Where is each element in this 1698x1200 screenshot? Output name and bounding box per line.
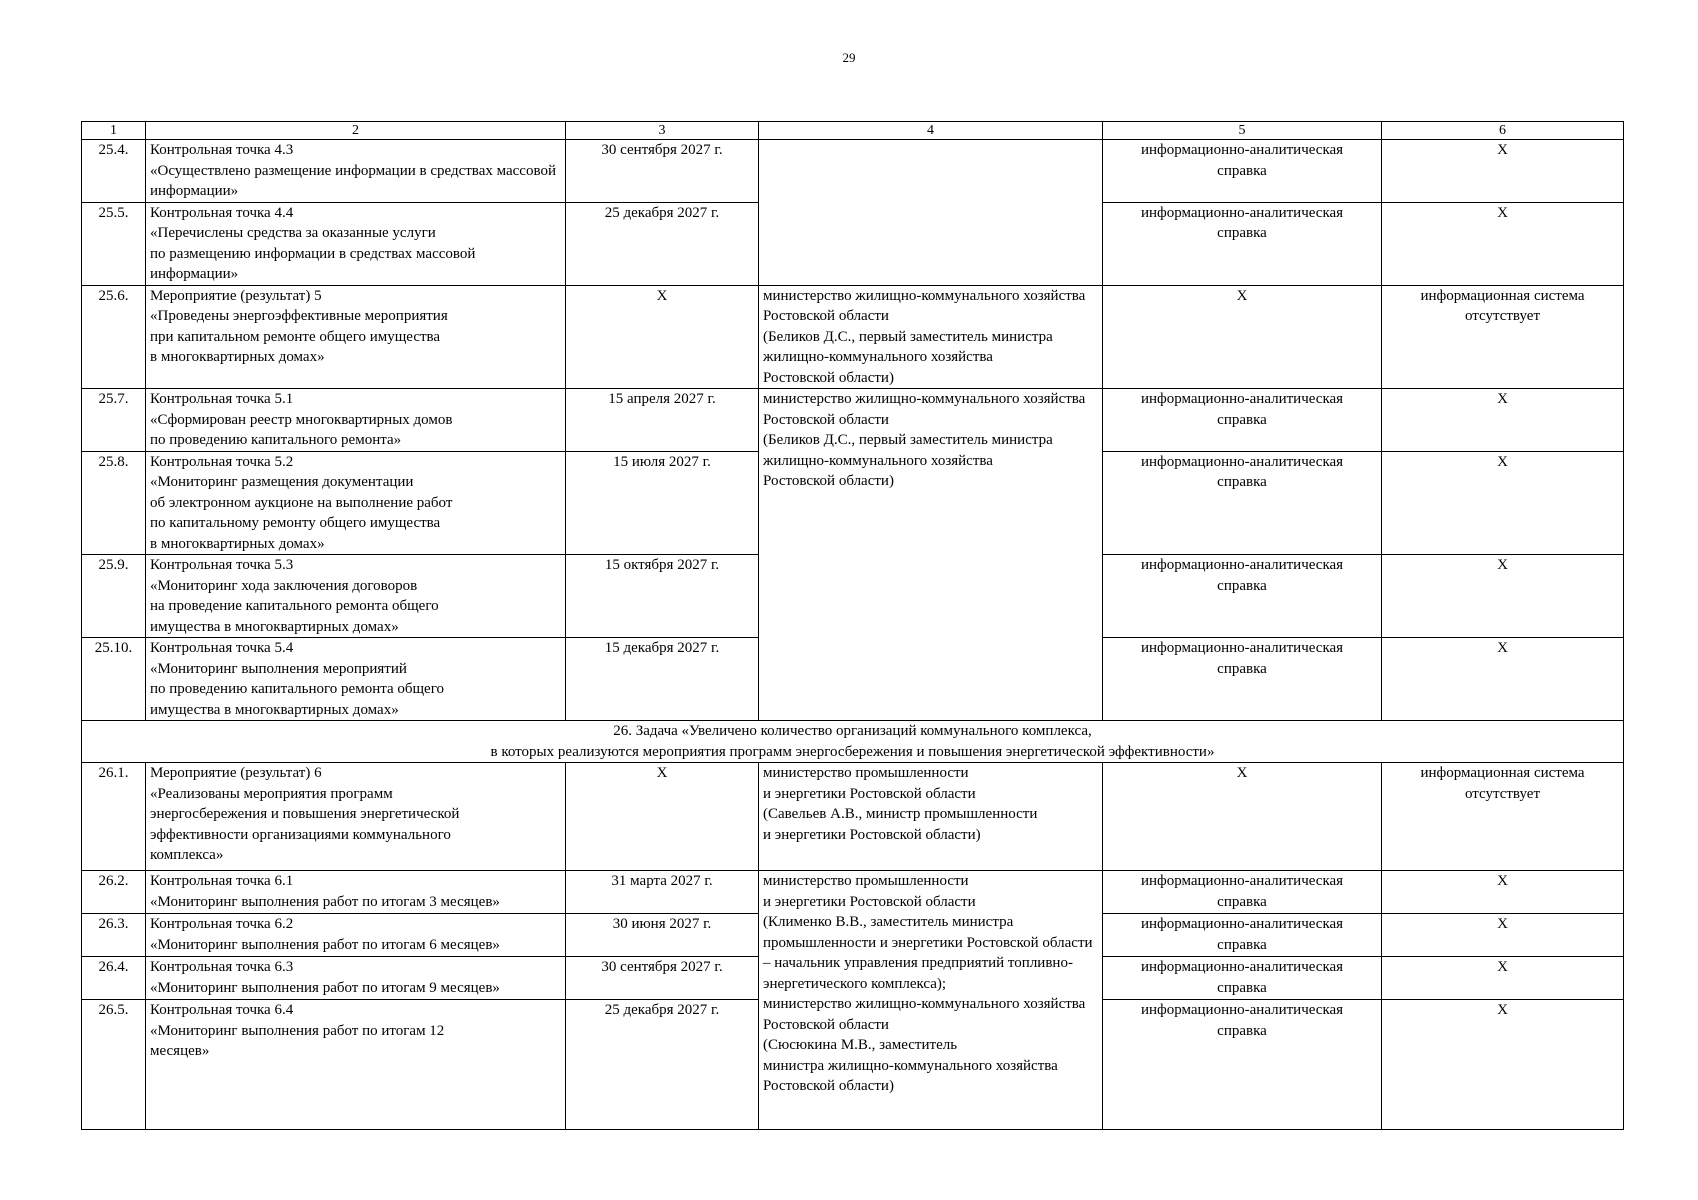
- row-title: Контрольная точка 6.4 «Мониторинг выполнения работ по итогам 12 месяцев»: [146, 1000, 566, 1130]
- row-document: Х: [1103, 285, 1382, 389]
- row-number: 26.5.: [82, 1000, 146, 1130]
- row-date: 30 сентября 2027 г.: [566, 140, 759, 203]
- row-title: Контрольная точка 4.4 «Перечислены средства за оказанные услуги по размещению информации в средствах массовой информации»: [146, 202, 566, 285]
- row-title: Контрольная точка 5.2 «Мониторинг размещения документации об электронном аукционе на выполнение работ по капитальному ремонту общего имущества в многоквартирных домах»: [146, 451, 566, 555]
- row-number: 25.4.: [82, 140, 146, 203]
- row-number: 25.7.: [82, 389, 146, 452]
- header-col-4: 4: [759, 122, 1103, 140]
- row-document: информационно-аналитическая справка: [1103, 914, 1382, 957]
- row-system: Х: [1382, 451, 1624, 555]
- task-heading-row: [82, 721, 1624, 763]
- row-document: информационно-аналитическая справка: [1103, 638, 1382, 721]
- row-date: 15 июля 2027 г.: [566, 451, 759, 555]
- row-title: Мероприятие (результат) 5 «Проведены энергоэффективные мероприятия при капитальном ремонте общего имущества в многоквартирных домах»: [146, 285, 566, 389]
- header-col-2: 2: [146, 122, 566, 140]
- row-number: 26.3.: [82, 914, 146, 957]
- header-col-3: 3: [566, 122, 759, 140]
- row-number: 25.9.: [82, 555, 146, 638]
- row-number: 26.1.: [82, 763, 146, 871]
- row-system: Х: [1382, 202, 1624, 285]
- row-number: 25.8.: [82, 451, 146, 555]
- row-title: Контрольная точка 6.1 «Мониторинг выполнения работ по итогам 3 месяцев»: [146, 871, 566, 914]
- row-document: информационно-аналитическая справка: [1103, 202, 1382, 285]
- row-title: Контрольная точка 6.2 «Мониторинг выполнения работ по итогам 6 месяцев»: [146, 914, 566, 957]
- row-system: Х: [1382, 638, 1624, 721]
- row-date: Х: [566, 763, 759, 871]
- row-title: Контрольная точка 6.3 «Мониторинг выполнения работ по итогам 9 месяцев»: [146, 957, 566, 1000]
- table-row: [82, 763, 1624, 871]
- row-system: информационная система отсутствует: [1382, 285, 1624, 389]
- row-system: Х: [1382, 871, 1624, 914]
- task-26-heading: 26. Задача «Увеличено количество организаций коммунального комплекса, в которых реализуются мероприятия программ энергосбережения и повышения энергетической эффективности»: [82, 721, 1624, 763]
- page-number: 29: [842, 50, 856, 65]
- row-number: 25.10.: [82, 638, 146, 721]
- row-number: 26.2.: [82, 871, 146, 914]
- row-system: информационная система отсутствует: [1382, 763, 1624, 871]
- row-number: 26.4.: [82, 957, 146, 1000]
- row-document: Х: [1103, 763, 1382, 871]
- row-system: Х: [1382, 957, 1624, 1000]
- row-title: Мероприятие (результат) 6 «Реализованы мероприятия программ энергосбережения и повышения энергетической эффективности организациями коммунального комплекса»: [146, 763, 566, 871]
- row-date: Х: [566, 285, 759, 389]
- header-col-6: 6: [1382, 122, 1624, 140]
- row-system: Х: [1382, 1000, 1624, 1130]
- row-document: информационно-аналитическая справка: [1103, 957, 1382, 1000]
- table-row: [82, 389, 1624, 452]
- table-row: [82, 140, 1624, 203]
- row-number: 25.6.: [82, 285, 146, 389]
- row-number: 25.5.: [82, 202, 146, 285]
- table-row: [82, 871, 1624, 914]
- row-date: 30 июня 2027 г.: [566, 914, 759, 957]
- row-system: Х: [1382, 914, 1624, 957]
- row-date: 25 декабря 2027 г.: [566, 202, 759, 285]
- row-document: информационно-аналитическая справка: [1103, 389, 1382, 452]
- row-document: информационно-аналитическая справка: [1103, 555, 1382, 638]
- row-title: Контрольная точка 5.4 «Мониторинг выполнения мероприятий по проведению капитального ремонта общего имущества в многоквартирных домах»: [146, 638, 566, 721]
- row-document: информационно-аналитическая справка: [1103, 1000, 1382, 1130]
- table-row: [82, 285, 1624, 389]
- row-document: информационно-аналитическая справка: [1103, 871, 1382, 914]
- row-responsible-merged: министерство жилищно-коммунального хозяйства Ростовской области (Беликов Д.С., первый заместитель министра жилищно-коммунального хозяйства Ростовской области): [759, 389, 1103, 721]
- row-date: 31 марта 2027 г.: [566, 871, 759, 914]
- row-date: 15 апреля 2027 г.: [566, 389, 759, 452]
- row-responsible-merged: министерство промышленности и энергетики Ростовской области (Клименко В.В., заместитель министра промышленности и энергетики Ростовской области – начальник управления предприятий топливно-энергетического комплекса); министерство жилищно-коммунального хозяйства Ростовской области (Сюсюкина М.В., заместитель министра жилищно-коммунального хозяйства Ростовской области): [759, 871, 1103, 1130]
- header-col-1: 1: [82, 122, 146, 140]
- row-title: Контрольная точка 5.1 «Сформирован реестр многоквартирных домов по проведению капитального ремонта»: [146, 389, 566, 452]
- row-title: Контрольная точка 4.3 «Осуществлено размещение информации в средствах массовой информации»: [146, 140, 566, 203]
- row-document: информационно-аналитическая справка: [1103, 140, 1382, 203]
- row-date: 25 декабря 2027 г.: [566, 1000, 759, 1130]
- row-document: информационно-аналитическая справка: [1103, 451, 1382, 555]
- row-system: Х: [1382, 389, 1624, 452]
- plan-table: [81, 121, 1624, 1130]
- row-title: Контрольная точка 5.3 «Мониторинг хода заключения договоров на проведение капитального ремонта общего имущества в многоквартирных домах»: [146, 555, 566, 638]
- header-col-5: 5: [1103, 122, 1382, 140]
- row-responsible: [759, 140, 1103, 286]
- row-system: Х: [1382, 140, 1624, 203]
- row-date: 30 сентября 2027 г.: [566, 957, 759, 1000]
- row-date: 15 декабря 2027 г.: [566, 638, 759, 721]
- row-responsible: министерство промышленности и энергетики Ростовской области (Савельев А.В., министр промышленности и энергетики Ростовской области): [759, 763, 1103, 871]
- row-responsible: министерство жилищно-коммунального хозяйства Ростовской области (Беликов Д.С., первый заместитель министра жилищно-коммунального хозяйства Ростовской области): [759, 285, 1103, 389]
- row-date: 15 октября 2027 г.: [566, 555, 759, 638]
- row-system: Х: [1382, 555, 1624, 638]
- table-header-row: [82, 122, 1624, 140]
